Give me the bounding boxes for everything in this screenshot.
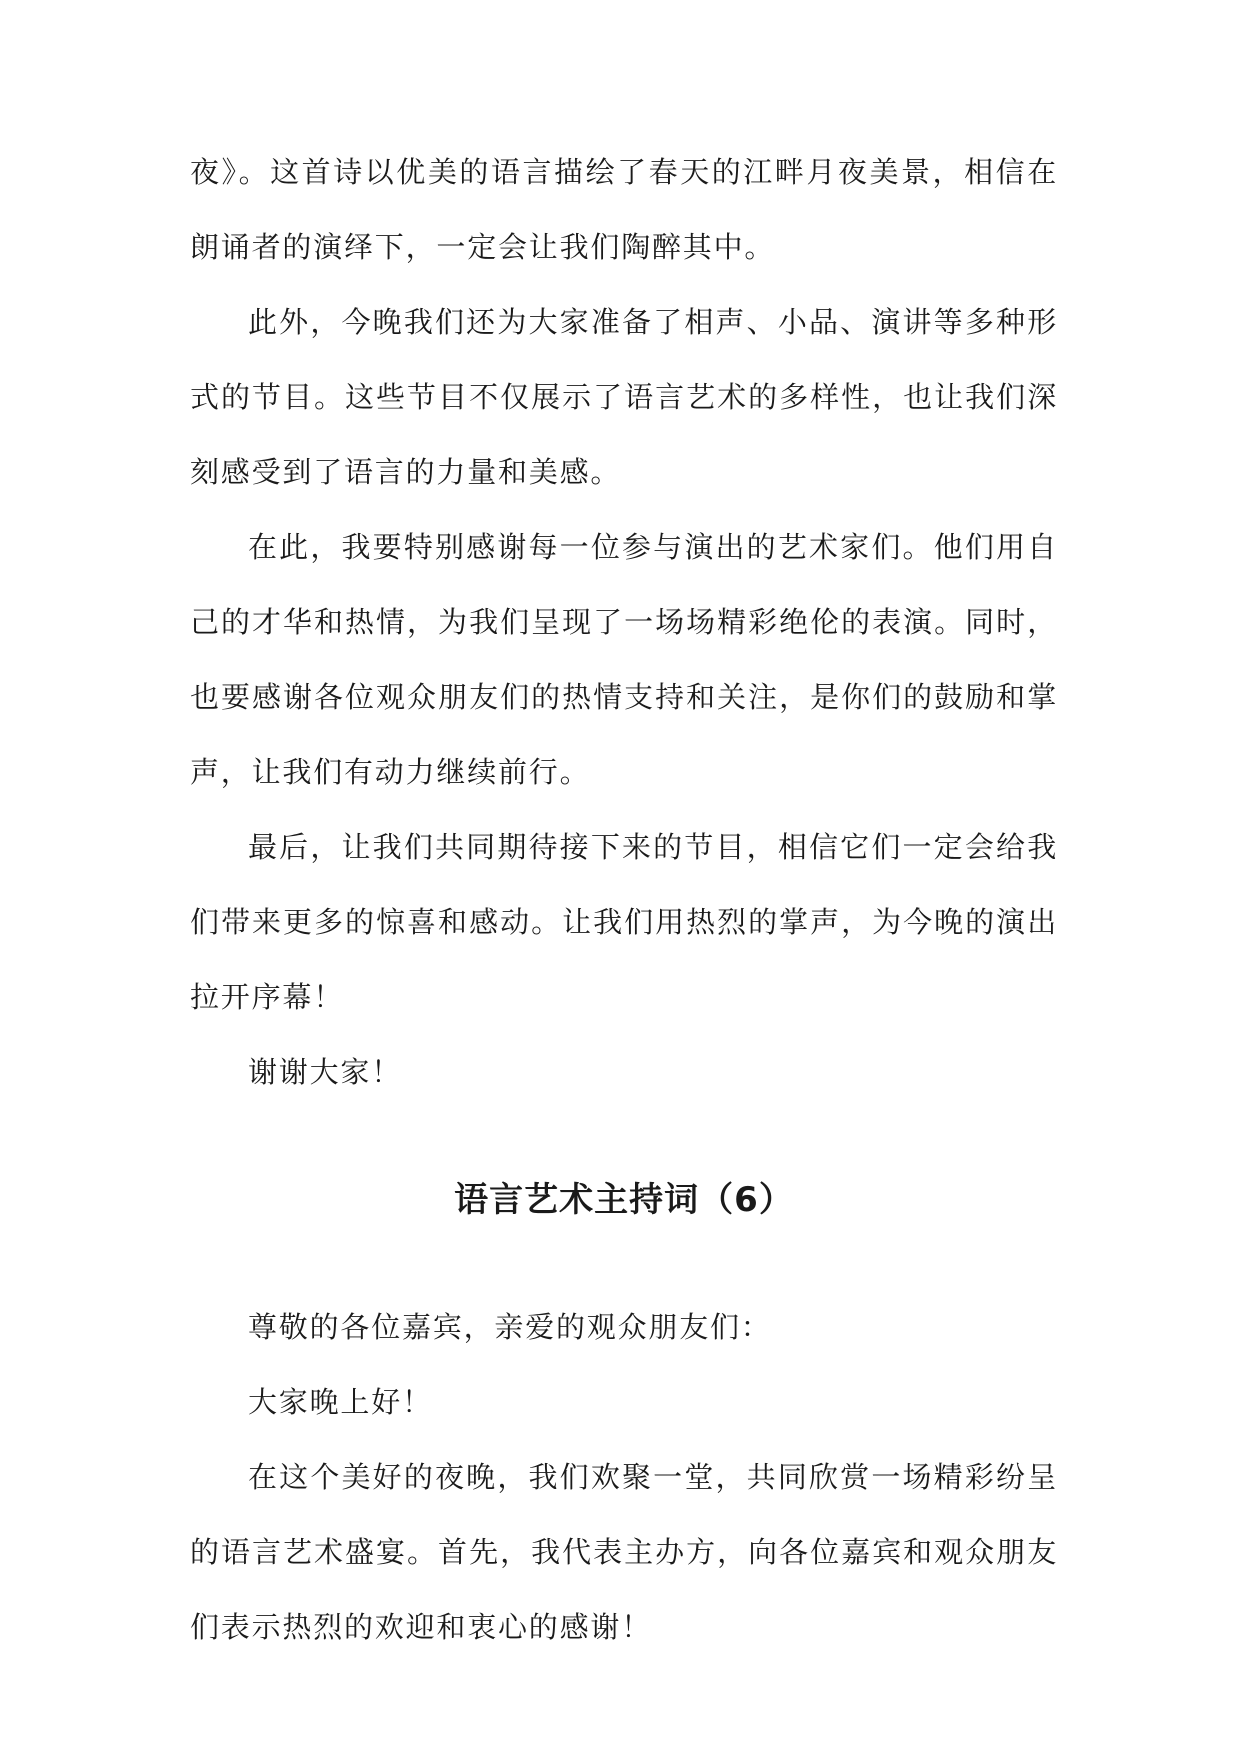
paragraph-programs: 此外，今晚我们还为大家准备了相声、小品、演讲等多种形式的节目。这些节目不仅展示了语言艺术的多样性，也让我们深刻感受到了语言的力量和美感。 [190,305,1058,489]
salutation-paragraph: 尊敬的各位嘉宾，亲爱的观众朋友们： [248,1310,772,1344]
paragraph-closing: 最后，让我们共同期待接下来的节目，相信它们一定会给我们带来更多的惊喜和感动。让我们用热烈的掌声，为今晚的演出拉开序幕！ [190,830,1058,1014]
section-title: 语言艺术主持词（6） [454,1180,794,1220]
paragraph-thanks: 在此，我要特别感谢每一位参与演出的艺术家们。他们用自己的才华和热情，为我们呈现了一场场精彩绝伦的表演。同时，也要感谢各位观众朋友们的热情支持和关注，是你们的鼓励和掌声，让我们有动力继续前行。 [190,530,1058,789]
greeting-paragraph: 大家晚上好！ [248,1385,433,1419]
document-body [190,135,1058,1665]
continuation-paragraph: 夜》。这首诗以优美的语言描绘了春天的江畔月夜美景，相信在朗诵者的演绎下，一定会让我们陶醉其中。 [190,155,1058,264]
paragraph-thank-you: 谢谢大家！ [248,1055,403,1089]
welcome-paragraph: 在这个美好的夜晚，我们欢聚一堂，共同欣赏一场精彩纷呈的语言艺术盛宴。首先，我代表主办方，向各位嘉宾和观众朋友们表示热烈的欢迎和衷心的感谢！ [190,1460,1058,1644]
